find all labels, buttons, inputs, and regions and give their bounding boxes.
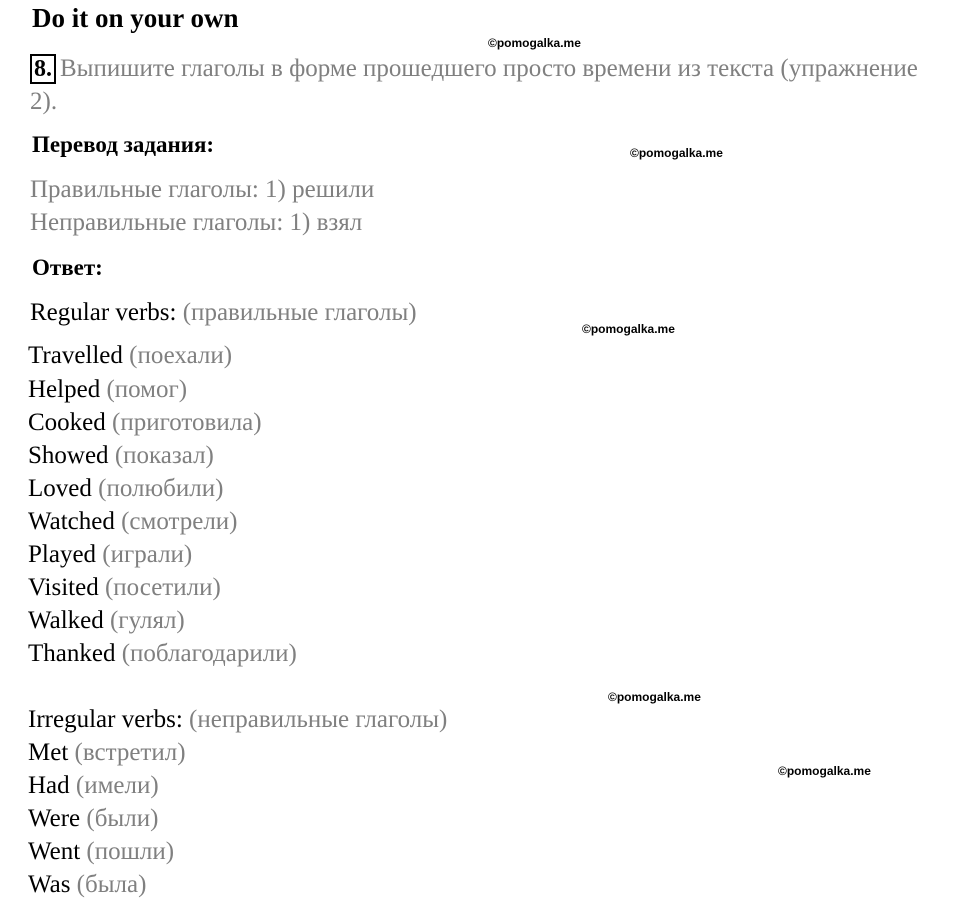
- watermark: ©pomogalka.me: [488, 36, 581, 50]
- task-number: 8.: [30, 54, 56, 84]
- list-item: Helped (помог): [28, 376, 188, 403]
- translation-line: Правильные глаголы: 1) решили: [30, 176, 375, 203]
- watermark: ©pomogalka.me: [582, 322, 675, 336]
- list-item: Met (встретил): [28, 739, 186, 766]
- watermark: ©pomogalka.me: [778, 764, 871, 778]
- answer-label: Ответ:: [32, 255, 103, 280]
- page-heading: Do it on your own: [32, 3, 239, 33]
- irregular-verbs-title: Irregular verbs: (неправильные глаголы): [28, 706, 448, 733]
- regular-verbs-title: Regular verbs: (правильные глаголы): [30, 299, 417, 326]
- list-item: Loved (полюбили): [28, 475, 224, 502]
- list-item: Visited (посетили): [28, 574, 221, 601]
- list-item: Travelled (поехали): [28, 342, 233, 369]
- list-item: Cooked (приготовила): [28, 409, 262, 436]
- translation-label: Перевод задания:: [32, 132, 215, 157]
- watermark: ©pomogalka.me: [630, 146, 723, 160]
- list-item: Were (были): [28, 805, 159, 832]
- translation-line: Неправильные глаголы: 1) взял: [30, 209, 363, 236]
- watermark: ©pomogalka.me: [608, 690, 701, 704]
- list-item: Was (была): [28, 871, 147, 898]
- list-item: Played (играли): [28, 541, 193, 568]
- list-item: Watched (смотрели): [28, 508, 238, 535]
- list-item: Thanked (поблагодарили): [28, 640, 297, 667]
- list-item: Showed (показал): [28, 442, 214, 469]
- list-item: Had (имели): [28, 772, 159, 799]
- list-item: Walked (гулял): [28, 607, 185, 634]
- list-item: Went (пошли): [28, 838, 175, 865]
- task-text: Выпишите глаголы в форме прошедшего просто времени из текста (упражнение 2).: [30, 55, 918, 115]
- task-statement: [30, 52, 930, 118]
